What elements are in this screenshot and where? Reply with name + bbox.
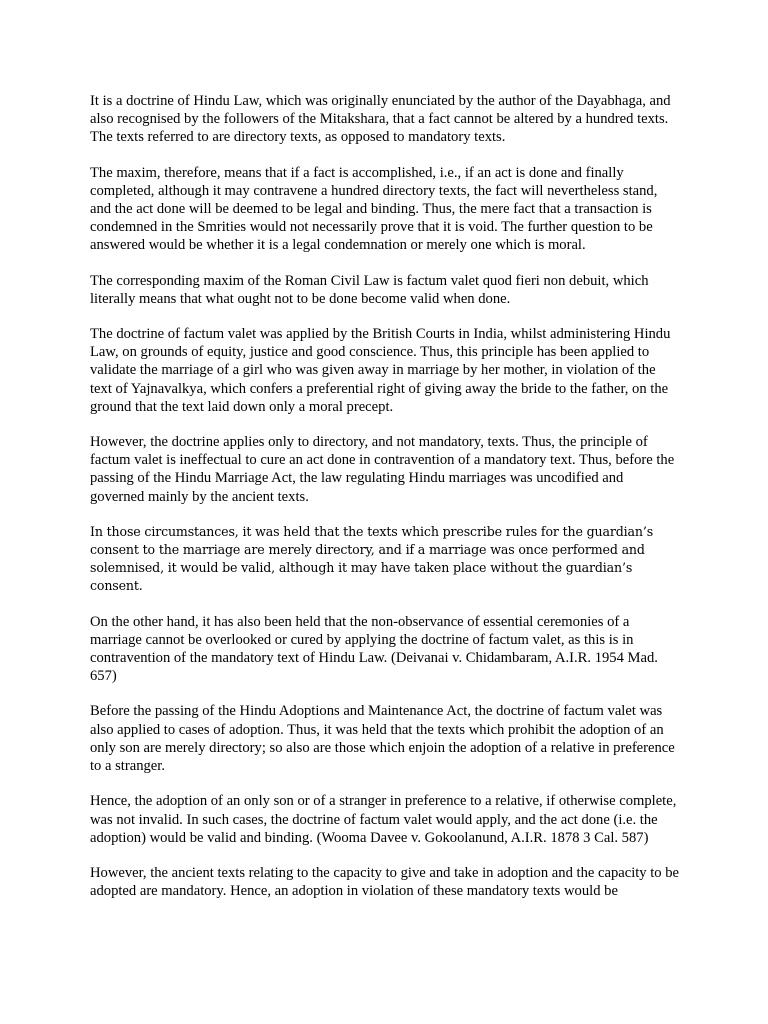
paragraph-british-courts: The doctrine of factum valet was applied by the British Courts in India, whilst administering Hindu Law, on grounds of equity, justice and good conscience. Thus, this principle has been applied to validate the marriage of a girl who was given away in marriage by her mother, in violation of the text of Yajnavalkya, which confers a preferential right of giving away the bride to the father, on the ground that the text laid down only a moral precept. [90,326,671,415]
paragraph-directory-only: However, the doctrine applies only to directory, and not mandatory, texts. Thus, the principle of factum valet is ineffectual to cure an act done in contravention of a mandatory text. Thus, before the passing of the Hindu Marriage Act, the law regulating Hindu marriages was uncodified and governed mainly by the ancient texts. [90,434,675,505]
paragraph-maxim-meaning: The maxim, therefore, means that if a fact is accomplished, i.e., if an act is done and finally completed, although it may contravene a hundred directory texts, the fact will nevertheless stand, and the act done will be deemed to be legal and binding. Thus, the mere fact that a transaction is condemned in the Smrities would not necessarily prove that it is void. The further question to be answered would be whether it is a legal condemnation or merely one which is moral. [90,164,658,254]
paragraph-capacity: However, the ancient texts relating to the capacity to give and take in adoption and the capacity to be adopted are mandatory. Hence, an adoption in violation of these mandatory texts would be [90,864,680,900]
paragraph-guardian-consent: In those circumstances, it was held that the texts which prescribe rules for the guardian’s consent to the marriage are merely directory, and if a marriage was once performed and solemnised, it would be valid, although it may have taken place without the guardian’s consent. [90,523,654,594]
paragraph-doctrine-intro: It is a doctrine of Hindu Law, which was originally enunciated by the author of the Dayabhaga, and also recognised by the followers of the Mitakshara, that a fact cannot be altered by a hundred texts. The texts referred to are directory texts, as opposed to mandatory texts. [90,93,671,146]
paragraph-adoption: Before the passing of the Hindu Adoptions and Maintenance Act, the doctrine of factum valet was also applied to cases of adoption. Thus, it was held that the texts which prohibit the adoption of an only son are merely directory; so also are those which enjoin the adoption of a relative in preference to a stranger. [90,703,675,775]
paragraph-roman-law: The corresponding maxim of the Roman Civil Law is factum valet quod fieri non debuit, which literally means that what ought not to be done become valid when done. [90,272,649,307]
paragraph-ceremonies: On the other hand, it has also been held that the non-observance of essential ceremonies of a marriage cannot be overlooked or cured by applying the doctrine of factum valet, as this is in contravention of the mandatory text of Hindu Law. (Deivanai v. Chidambaram, A.I.R. 1954 Mad. 657) [90,613,658,685]
document-page [90,92,680,917]
paragraph-only-son: Hence, the adoption of an only son or of a stranger in preference to a relative, if otherwise complete, was not invalid. In such cases, the doctrine of factum valet would apply, and the act done (i.e. the adoption) would be valid and binding. (Wooma Davee v. Gokoolanund, A.I.R. 1878 3 Cal. 587) [90,793,677,846]
